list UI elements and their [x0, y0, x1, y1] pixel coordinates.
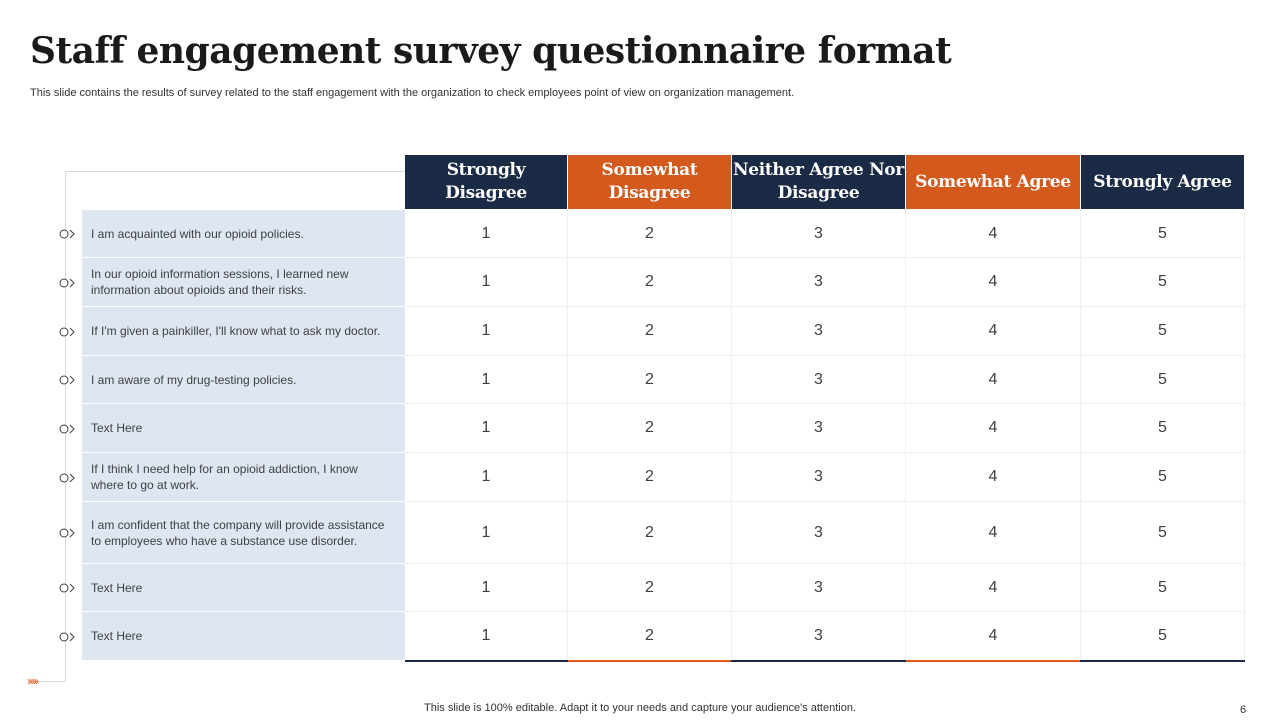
bullet-chevron-icon	[59, 374, 77, 386]
table-row	[82, 356, 1245, 404]
question-cell: In our opioid information sessions, I learned new information about opioids and their risks.	[82, 258, 405, 307]
rating-cell: 4	[906, 612, 1081, 661]
rating-cell: 1	[405, 210, 568, 258]
question-cell: If I think I need help for an opioid addiction, I know where to go at work.	[82, 453, 405, 502]
rating-cell: 1	[405, 502, 568, 564]
bullet-chevron-icon	[59, 326, 77, 338]
slide-title: Staff engagement survey questionnaire format	[30, 30, 952, 72]
bullet-chevron-icon	[59, 472, 77, 484]
rating-cell: 4	[906, 404, 1081, 453]
rating-cell: 5	[1081, 453, 1245, 502]
rating-cell: 4	[906, 307, 1081, 356]
rating-cell: 5	[1081, 612, 1245, 661]
question-cell: I am aware of my drug-testing policies.	[82, 356, 405, 404]
rating-cell: 5	[1081, 564, 1245, 612]
table-row	[82, 258, 1245, 307]
bullet-chevron-icon	[59, 631, 77, 643]
table-row	[82, 404, 1245, 453]
rating-cell: 2	[568, 356, 732, 404]
column-header: Neither Agree Nor Disagree	[732, 155, 905, 209]
bullet-chevron-icon	[59, 277, 77, 289]
page-number: 6	[1240, 704, 1247, 716]
rating-cell: 2	[568, 307, 732, 356]
question-cell: Text Here	[82, 404, 405, 453]
rating-cell: 5	[1081, 502, 1245, 564]
rating-cell: 4	[906, 356, 1081, 404]
rating-cell: 2	[568, 453, 732, 502]
table-row	[82, 502, 1245, 564]
rating-cell: 3	[732, 307, 906, 356]
question-cell: I am acquainted with our opioid policies.	[82, 210, 405, 258]
table-row	[82, 564, 1245, 612]
rating-cell: 5	[1081, 356, 1245, 404]
table-row	[82, 307, 1245, 356]
rating-cell: 3	[732, 564, 906, 612]
rating-cell: 2	[568, 258, 732, 307]
rating-cell: 1	[405, 404, 568, 453]
rating-cell: 3	[732, 356, 906, 404]
question-cell: If I'm given a painkiller, I'll know what to ask my doctor.	[82, 307, 405, 356]
column-header: Somewhat Agree	[906, 155, 1080, 209]
question-cell: Text Here	[82, 564, 405, 612]
rating-cell: 2	[568, 210, 732, 258]
rating-cell: 4	[906, 258, 1081, 307]
rating-cell: 5	[1081, 307, 1245, 356]
rating-cell: 4	[906, 453, 1081, 502]
rating-cell: 3	[732, 210, 906, 258]
rating-cell: 4	[906, 564, 1081, 612]
rating-cell: 3	[732, 502, 906, 564]
rating-cell: 3	[732, 404, 906, 453]
rating-cell: 1	[405, 453, 568, 502]
rating-cell: 1	[405, 258, 568, 307]
bullet-chevron-icon	[59, 582, 77, 594]
rating-cell: 3	[732, 453, 906, 502]
table-row	[82, 612, 1245, 661]
rating-cell: 1	[405, 612, 568, 661]
rating-cell: 3	[732, 258, 906, 307]
table-accent-line	[906, 660, 1080, 662]
column-header: Somewhat Disagree	[568, 155, 731, 209]
rating-cell: 2	[568, 564, 732, 612]
chevrons-icon: ›››››	[27, 674, 37, 688]
rating-cell: 3	[732, 612, 906, 661]
column-header: Strongly Agree	[1081, 155, 1244, 209]
rating-cell: 4	[906, 502, 1081, 564]
rating-cell: 4	[906, 210, 1081, 258]
question-cell: Text Here	[82, 612, 405, 661]
rating-cell: 2	[568, 612, 732, 661]
bullet-chevron-icon	[59, 527, 77, 539]
rating-cell: 1	[405, 356, 568, 404]
table-bottom-line	[405, 660, 1245, 662]
rating-cell: 5	[1081, 210, 1245, 258]
rating-cell: 2	[568, 404, 732, 453]
rating-cell: 5	[1081, 404, 1245, 453]
table-accent-line	[568, 660, 731, 662]
slide-subtitle: This slide contains the results of survey related to the staff engagement with the organization to check employees point of view on organization management.	[30, 87, 795, 99]
rating-cell: 1	[405, 307, 568, 356]
question-cell: I am confident that the company will provide assistance to employees who have a substance use disorder.	[82, 502, 405, 564]
slide-footer: This slide is 100% editable. Adapt it to your needs and capture your audience's attention.	[424, 702, 856, 714]
rating-cell: 1	[405, 564, 568, 612]
rating-cell: 2	[568, 502, 732, 564]
bullet-chevron-icon	[59, 228, 77, 240]
column-header: Strongly Disagree	[405, 155, 567, 209]
rating-cell: 5	[1081, 258, 1245, 307]
table-row	[82, 210, 1245, 258]
bullet-chevron-icon	[59, 423, 77, 435]
table-row	[82, 453, 1245, 502]
